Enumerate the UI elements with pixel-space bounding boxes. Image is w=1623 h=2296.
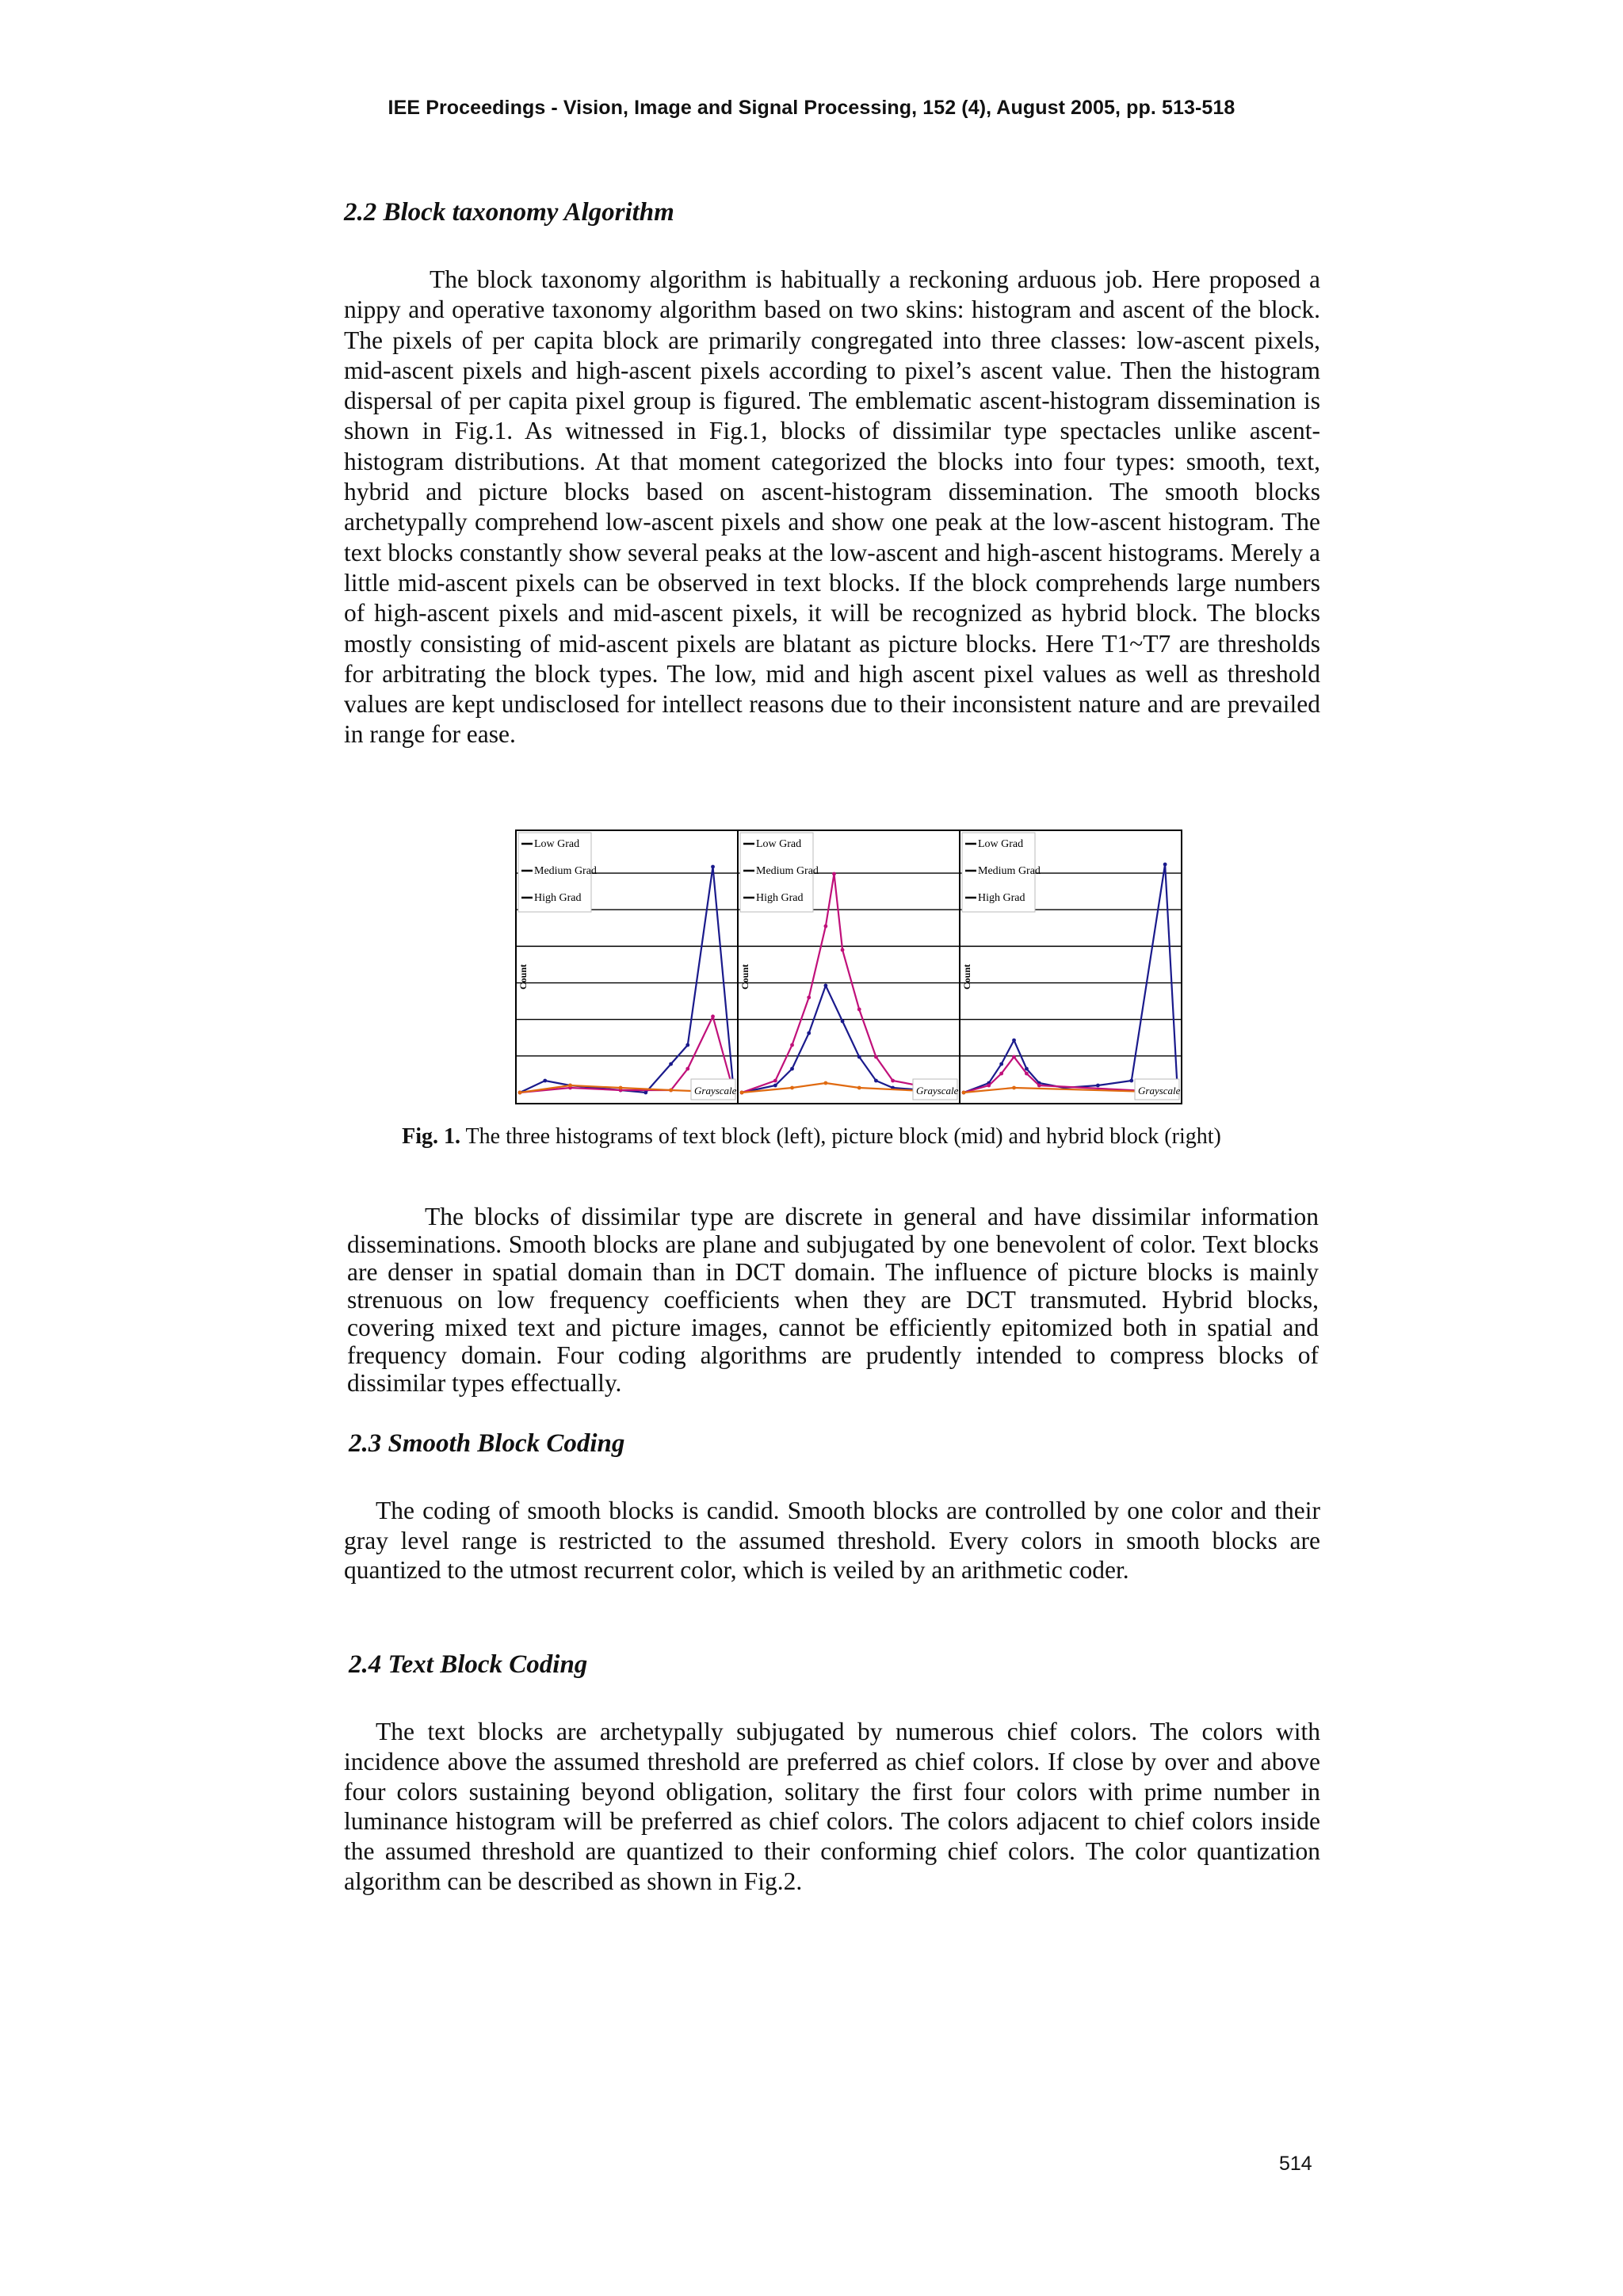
data-point xyxy=(543,1079,547,1083)
data-point xyxy=(619,1086,623,1090)
data-point xyxy=(773,1084,777,1088)
data-point xyxy=(857,1008,861,1012)
x-axis-label-text: Grayscale xyxy=(1138,1085,1181,1097)
y-axis-label: Count xyxy=(961,963,972,990)
x-axis-label xyxy=(691,1079,737,1100)
data-point xyxy=(823,1081,827,1085)
legend-label: Low Grad xyxy=(534,838,580,850)
section-2-2-paragraph: The block taxonomy algorithm is habitually a reckoning arduous job. Here proposed a nippy and operative taxonomy algorithm based on two skins: histogram and ascent of the block. The pixels of per capita block are primarily congregated into three classes: low-ascent pixels, mid-ascent pixels and high-ascent pixels according to pixel’s ascent value. Then the histogram dispersal of per capita pixel group is figured. The emblematic ascent-histogram dissemination is shown in Fig.1. As witnessed in Fig.1, blocks of dissimilar type spectacles unlike ascent-histogram distributions. At that moment categorized the blocks into four types: smooth, text, hybrid and picture blocks based on ascent-histogram dissemination. The smooth blocks archetypally comprehend low-ascent pixels and show one peak at the low-ascent histogram. The text blocks constantly show several peaks at the low-ascent and high-ascent histograms. Merely a little mid-ascent pixels can be observed in text blocks. If the block comprehends large numbers of high-ascent pixels and mid-ascent pixels, it will be recognized as hybrid block. The blocks mostly consisting of mid-ascent pixels are blatant as picture blocks. Here T1~T7 are thresholds for arbitrating the block types. The low, mid and high ascent pixel values as well as threshold values are kept undisclosed for intellect reasons due to their inconsistent nature and are prevailed in range for ease. xyxy=(344,265,1320,749)
data-point xyxy=(1012,1086,1016,1090)
section-2-2-heading: 2.2 Block taxonomy Algorithm xyxy=(344,198,674,227)
data-point xyxy=(823,925,827,929)
legend xyxy=(962,833,1041,912)
data-point xyxy=(891,1079,895,1083)
data-point xyxy=(568,1084,572,1088)
histogram-hybrid-block xyxy=(959,830,1182,1104)
data-point xyxy=(1012,1055,1016,1059)
data-point xyxy=(669,1062,673,1066)
series-line xyxy=(742,986,956,1093)
data-point xyxy=(1096,1084,1100,1088)
data-point xyxy=(874,1055,878,1059)
legend-label: High Grad xyxy=(756,892,804,904)
legend-label: Low Grad xyxy=(978,838,1024,850)
data-point xyxy=(987,1084,991,1088)
data-point xyxy=(711,1015,715,1019)
data-point xyxy=(874,1079,878,1083)
data-point xyxy=(643,1091,647,1095)
data-point xyxy=(962,1091,966,1095)
data-point xyxy=(999,1062,1003,1066)
data-point xyxy=(790,1067,794,1071)
page-number: 514 xyxy=(1279,2153,1312,2175)
figure-1 xyxy=(515,830,1181,1103)
data-point xyxy=(832,872,836,876)
legend-label: Medium Grad xyxy=(534,865,597,877)
running-header: IEE Proceedings - Vision, Image and Signal Processing, 152 (4), August 2005, pp. 513-518 xyxy=(388,97,1235,119)
data-point xyxy=(518,1091,522,1095)
legend xyxy=(740,833,819,912)
data-point xyxy=(857,1086,861,1090)
x-axis-label xyxy=(913,1079,959,1100)
data-point xyxy=(790,1043,794,1047)
legend-label: High Grad xyxy=(534,892,582,904)
legend-label: High Grad xyxy=(978,892,1025,904)
data-point xyxy=(857,1055,861,1059)
after-figure-paragraph: The blocks of dissimilar type are discrete in general and have dissimilar information disseminations. Smooth blocks are plane and subjugated by one benevolent of color. Text blocks are denser in spatial domain than in DCT domain. The influence of picture blocks is mainly strenuous on low frequency coefficients when they are DCT transmuted. Hybrid blocks, covering mixed text and picture images, cannot be efficiently epitomized both in spatial and frequency domain. Four coding algorithms are prudently intended to compress blocks of dissimilar types effectually. xyxy=(347,1203,1319,1397)
data-point xyxy=(1163,863,1167,867)
data-point xyxy=(685,1043,689,1047)
data-point xyxy=(1025,1067,1029,1071)
data-point xyxy=(1012,1039,1016,1043)
data-point xyxy=(711,865,715,869)
data-point xyxy=(1025,1072,1029,1076)
legend-label: Medium Grad xyxy=(756,865,819,877)
data-point xyxy=(740,1091,744,1095)
data-point xyxy=(807,996,811,1000)
y-axis-label: Count xyxy=(517,963,529,990)
legend xyxy=(518,833,597,912)
data-point xyxy=(841,1020,845,1024)
data-point xyxy=(685,1067,689,1071)
histogram-text-block xyxy=(515,830,739,1104)
x-axis-label-text: Grayscale xyxy=(694,1085,737,1097)
figure-1-caption xyxy=(0,1124,1623,1150)
histogram-picture-block xyxy=(737,830,960,1104)
section-2-4-paragraph: The text blocks are archetypally subjugated by numerous chief colors. The colors with incidence above the assumed threshold are preferred as chief colors. If close by over and above four colors sustaining beyond obligation, solitary the first four colors with prime number in luminance histogram will be preferred as chief colors. The colors adjacent to chief colors inside the assumed threshold are quantized to their conforming chief colors. The color quantization algorithm can be described as shown in Fig.2. xyxy=(344,1718,1320,1895)
section-2-4-heading: 2.4 Text Block Coding xyxy=(349,1650,588,1679)
data-point xyxy=(669,1089,673,1093)
x-axis-label xyxy=(1135,1079,1181,1100)
data-point xyxy=(841,948,845,952)
caption-label: Fig. 1. xyxy=(402,1124,461,1149)
legend-label: Medium Grad xyxy=(978,865,1041,877)
section-2-3-heading: 2.3 Smooth Block Coding xyxy=(349,1429,625,1458)
data-point xyxy=(1129,1079,1133,1083)
caption-text: The three histograms of text block (left), picture block (mid) and hybrid block (right) xyxy=(460,1124,1221,1149)
data-point xyxy=(999,1072,1003,1076)
data-point xyxy=(823,984,827,988)
legend-label: Low Grad xyxy=(756,838,802,850)
section-2-3-paragraph: The coding of smooth blocks is candid. Smooth blocks are controlled by one color and their gray level range is restricted to the assumed threshold. Every colors in smooth blocks are quantized to the utmost recurrent color, which is veiled by an arithmetic coder. xyxy=(344,1497,1320,1584)
data-point xyxy=(790,1086,794,1090)
data-point xyxy=(807,1032,811,1035)
y-axis-label: Count xyxy=(739,963,750,990)
data-point xyxy=(773,1079,777,1083)
x-axis-label-text: Grayscale xyxy=(916,1085,959,1097)
data-point xyxy=(1037,1084,1041,1088)
